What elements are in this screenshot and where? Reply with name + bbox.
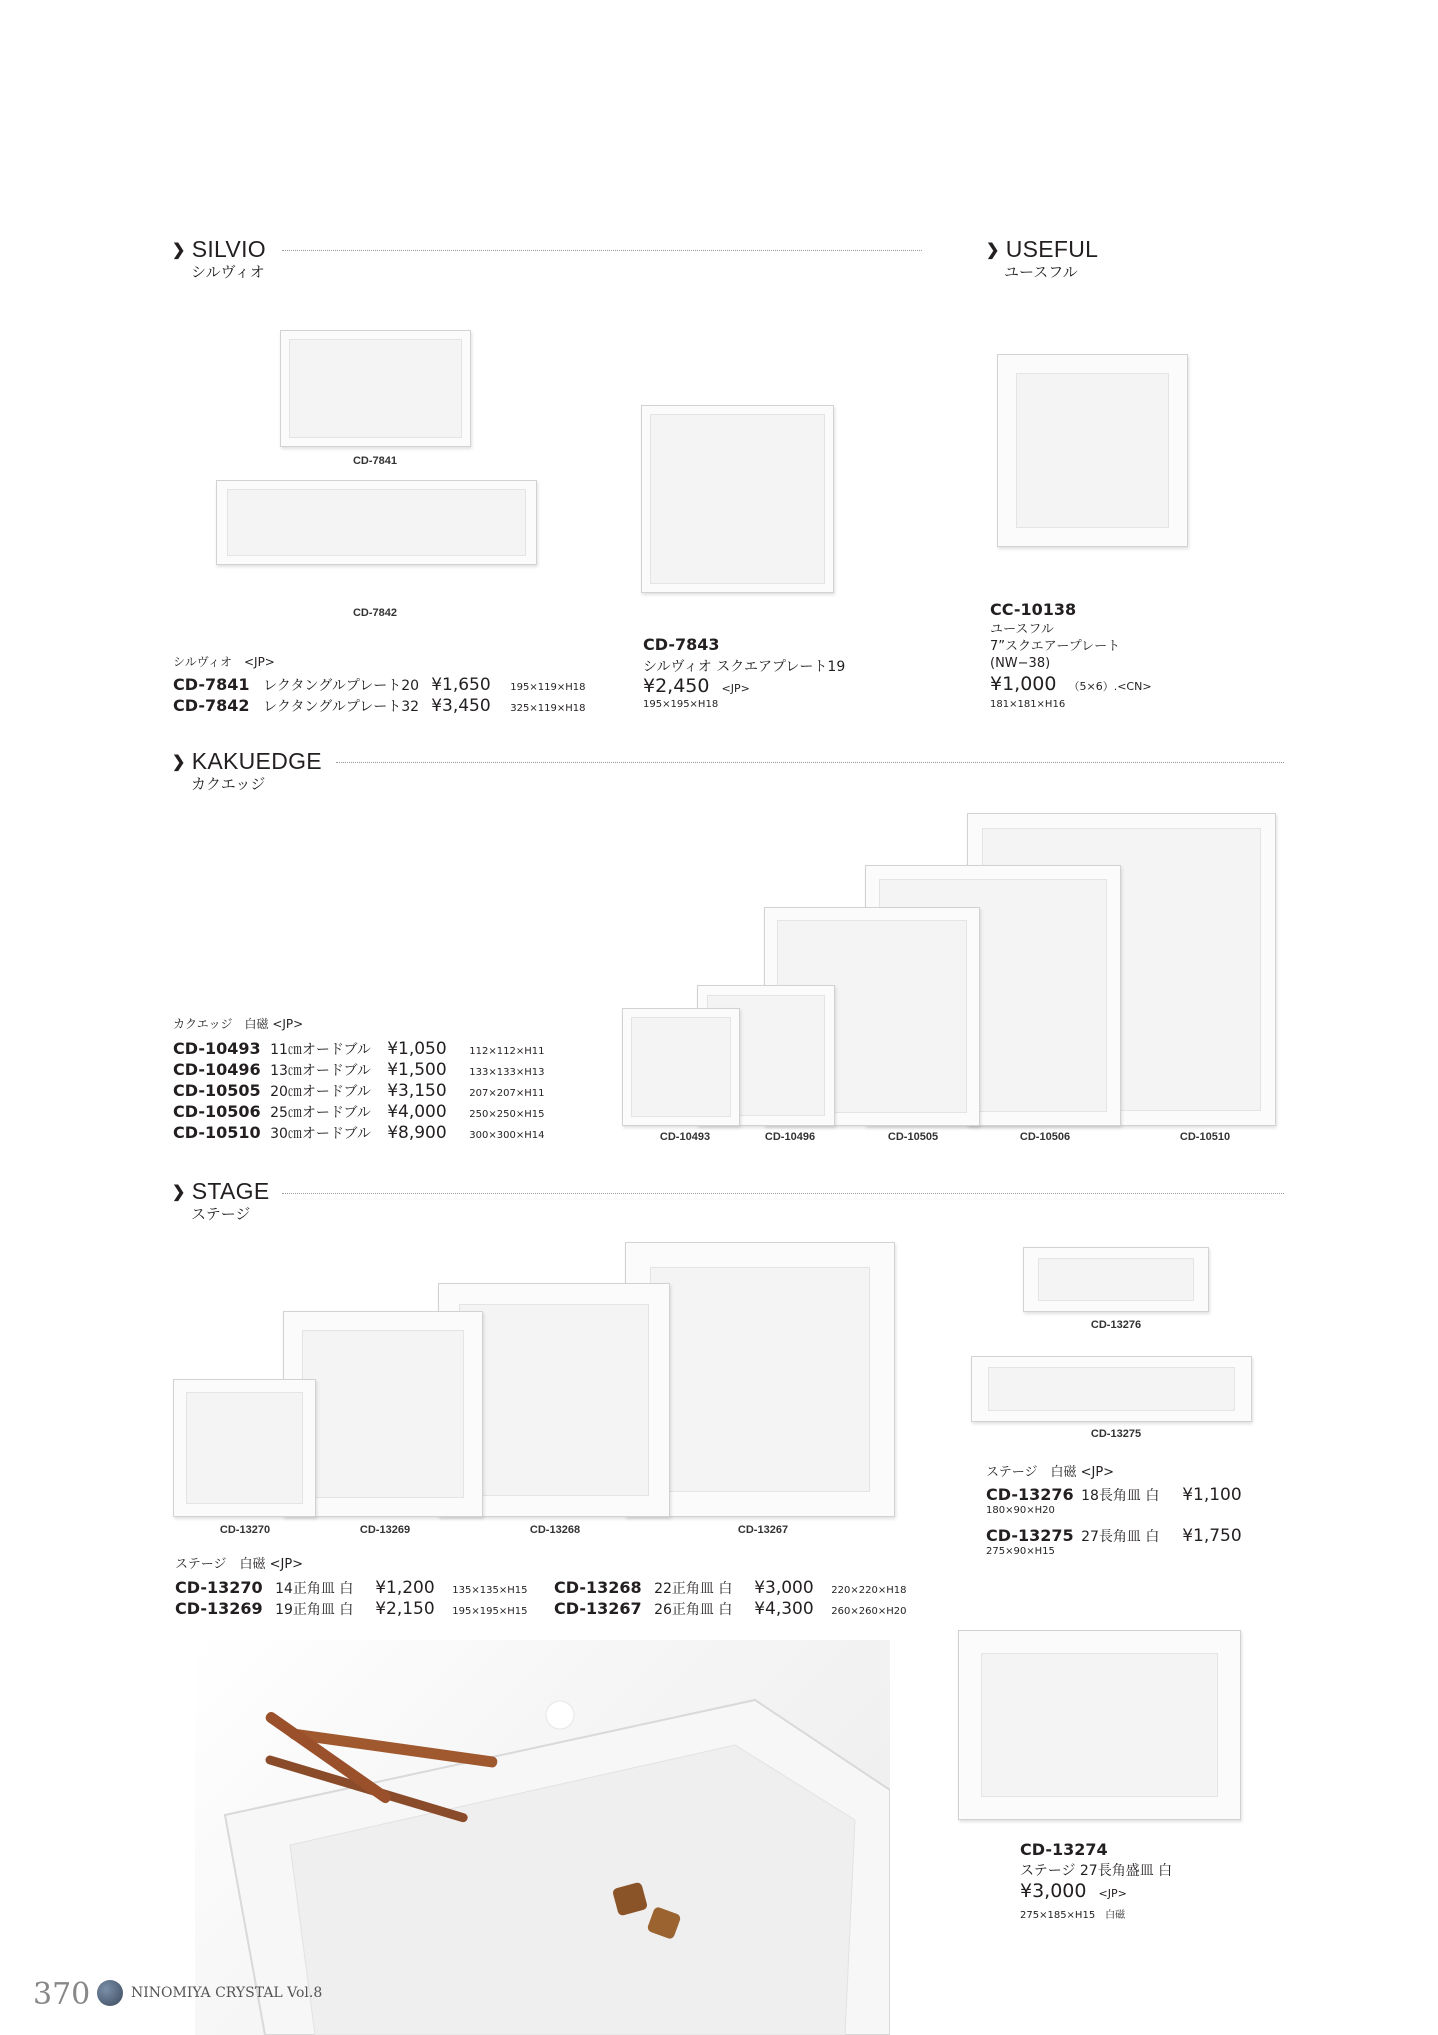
product-code: CD-7841 <box>173 675 250 694</box>
product-price: ¥1,000 <box>990 673 1057 695</box>
product-name: ステージ 27長角盛皿 白 <box>1020 1863 1173 1879</box>
plate-image <box>216 480 537 565</box>
price-line <box>990 673 1152 695</box>
product-dimensions: 250×250×H15 <box>469 1109 545 1120</box>
product-dimensions: 181×181×H16 <box>990 699 1066 710</box>
section-title-kakuedge-text: KAKUEDGE <box>191 748 322 774</box>
product-name: 14正角皿 白 <box>275 1581 354 1597</box>
product-name: 20㎝オードブル <box>270 1084 371 1100</box>
chevron-icon: ❯ <box>986 242 1000 259</box>
product-code: CD-13270 <box>175 1578 263 1597</box>
product-name: 19正角皿 白 <box>275 1602 354 1618</box>
divider <box>282 250 922 251</box>
product-row <box>173 1122 544 1146</box>
image-label: CD-13276 <box>1090 1319 1142 1331</box>
product-name: 22正角皿 白 <box>654 1581 733 1597</box>
series-label: ステージ 白磁 <JP> <box>986 1465 1115 1480</box>
image-label: CD-13267 <box>737 1524 789 1536</box>
product-row <box>986 1484 1242 1507</box>
product-code: CD-10496 <box>173 1060 261 1079</box>
product-code: CD-10510 <box>173 1123 261 1142</box>
product-dimensions: 275×90×H15 <box>986 1546 1055 1557</box>
product-dimensions: 180×90×H20 <box>986 1505 1055 1516</box>
product-price: ¥3,000 <box>754 1578 814 1598</box>
product-name: シルヴィオ スクエアプレート19 <box>643 659 846 675</box>
product-dimensions: 195×195×H18 <box>643 699 719 710</box>
product-price: ¥2,150 <box>375 1599 435 1619</box>
divider <box>336 762 1284 763</box>
product-price: ¥1,100 <box>1182 1485 1242 1505</box>
plate-image <box>622 1008 740 1126</box>
product-code: CD-7843 <box>643 635 720 654</box>
chevron-icon: ❯ <box>172 754 186 771</box>
product-name: 18長角皿 白 <box>1081 1488 1160 1504</box>
plate-image <box>1023 1247 1209 1312</box>
chevron-icon: ❯ <box>172 1184 186 1201</box>
product-dimensions: 300×300×H14 <box>469 1130 545 1141</box>
product-price: ¥8,900 <box>387 1123 447 1143</box>
product-code: CD-10505 <box>173 1081 261 1100</box>
plate-image <box>997 354 1188 547</box>
product-price: ¥3,450 <box>431 696 491 716</box>
product-dimensions: 135×135×H15 <box>452 1585 528 1596</box>
image-label: CD-10496 <box>764 1131 816 1143</box>
image-label: CD-13269 <box>359 1524 411 1536</box>
product-code: CD-10506 <box>173 1102 261 1121</box>
product-origin: <JP> <box>1098 1887 1127 1900</box>
product-code: CD-13269 <box>175 1599 263 1618</box>
section-subtitle-kakuedge: カクエッジ <box>191 775 266 793</box>
product-code: CC-10138 <box>990 600 1077 619</box>
product-price: ¥4,000 <box>387 1102 447 1122</box>
series-label: ステージ 白磁 <JP> <box>175 1557 304 1572</box>
product-pack: （5×6）.<CN> <box>1068 680 1152 693</box>
product-price: ¥1,750 <box>1182 1526 1242 1546</box>
product-code: CD-13276 <box>986 1485 1074 1504</box>
plate-image <box>280 330 471 447</box>
series-label: シルヴィオ <JP> <box>173 655 275 669</box>
divider <box>282 1193 1284 1194</box>
section-title-useful <box>986 236 1098 266</box>
product-price: ¥4,300 <box>754 1599 814 1619</box>
image-label: CD-13275 <box>1090 1428 1142 1440</box>
brand-name: NINOMIYA CRYSTAL Vol.8 <box>131 1985 323 2001</box>
series-label: カクエッジ 白磁 <JP> <box>173 1017 304 1031</box>
plate-photo-illustration <box>195 1640 890 2035</box>
image-label: CD-13270 <box>219 1524 271 1536</box>
product-name: 27長角皿 白 <box>1081 1529 1160 1545</box>
section-title-silvio <box>172 236 266 266</box>
section-title-silvio-text: SILVIO <box>191 236 266 262</box>
product-name-line: ユースフル <box>990 622 1054 637</box>
plate-image <box>641 405 834 593</box>
section-subtitle-silvio: シルヴィオ <box>191 263 265 281</box>
image-label: CD-10510 <box>1179 1131 1231 1143</box>
product-name: 25㎝オードブル <box>270 1105 371 1121</box>
product-name: 26正角皿 白 <box>654 1602 733 1618</box>
product-dimensions: 260×260×H20 <box>831 1606 907 1617</box>
product-price: ¥3,000 <box>1020 1880 1087 1902</box>
product-dimensions: 220×220×H18 <box>831 1585 907 1596</box>
product-name-line: 7”スクエアープレート <box>990 639 1121 654</box>
product-name: レクタングルプレート32 <box>263 699 420 715</box>
product-name: 11㎝オードブル <box>270 1042 371 1058</box>
product-price: ¥1,650 <box>431 675 491 695</box>
product-dimensions: 207×207×H11 <box>469 1088 545 1099</box>
chevron-icon: ❯ <box>172 242 186 259</box>
product-dimensions: 112×112×H11 <box>469 1046 545 1057</box>
product-price: ¥2,450 <box>643 675 710 697</box>
image-label: CD-10493 <box>659 1131 711 1143</box>
product-code: CD-10493 <box>173 1039 261 1058</box>
product-name: 30㎝オードブル <box>270 1126 371 1142</box>
image-label: CD-7841 <box>352 455 398 467</box>
section-title-stage <box>172 1178 269 1208</box>
section-subtitle-useful: ユースフル <box>1004 263 1078 281</box>
image-label: CD-10506 <box>1019 1131 1071 1143</box>
product-dimensions: 133×133×H13 <box>469 1067 545 1078</box>
product-code: CD-13267 <box>554 1599 642 1618</box>
price-line <box>643 675 750 697</box>
product-name: レクタングルプレート20 <box>263 678 420 694</box>
section-title-useful-text: USEFUL <box>1005 236 1099 262</box>
globe-icon <box>97 1980 123 2006</box>
page-number: 370 <box>33 1977 91 2012</box>
product-row <box>986 1525 1242 1548</box>
product-code: CD-13268 <box>554 1578 642 1597</box>
product-dimensions: 195×119×H18 <box>510 682 586 693</box>
plate-image <box>958 1630 1241 1820</box>
product-price: ¥1,050 <box>387 1039 447 1059</box>
price-line <box>1020 1880 1127 1902</box>
product-row <box>554 1598 906 1622</box>
product-dimensions: 325×119×H18 <box>510 703 586 714</box>
product-code: CD-13274 <box>1020 1840 1108 1859</box>
product-code: CD-7842 <box>173 696 250 715</box>
product-name: 13㎝オードブル <box>270 1063 371 1079</box>
image-label: CD-7842 <box>352 607 398 619</box>
product-code: CD-13275 <box>986 1526 1074 1545</box>
image-label: CD-13268 <box>529 1524 581 1536</box>
section-title-stage-text: STAGE <box>191 1178 270 1204</box>
product-price: ¥3,150 <box>387 1081 447 1101</box>
plate-image <box>173 1379 316 1517</box>
image-label: CD-10505 <box>887 1131 939 1143</box>
product-row <box>175 1598 527 1622</box>
plate-image <box>971 1356 1252 1422</box>
section-title-kakuedge <box>172 748 322 778</box>
product-dimensions: 195×195×H15 <box>452 1606 528 1617</box>
product-row <box>173 695 585 719</box>
section-subtitle-stage: ステージ <box>191 1205 251 1223</box>
product-origin: <JP> <box>721 682 750 695</box>
product-price: ¥1,500 <box>387 1060 447 1080</box>
product-price: ¥1,200 <box>375 1578 435 1598</box>
product-name-line: (NW−38) <box>990 656 1051 671</box>
product-dimensions: 275×185×H15 白磁 <box>1020 1910 1126 1921</box>
lifestyle-photo <box>195 1640 890 2035</box>
